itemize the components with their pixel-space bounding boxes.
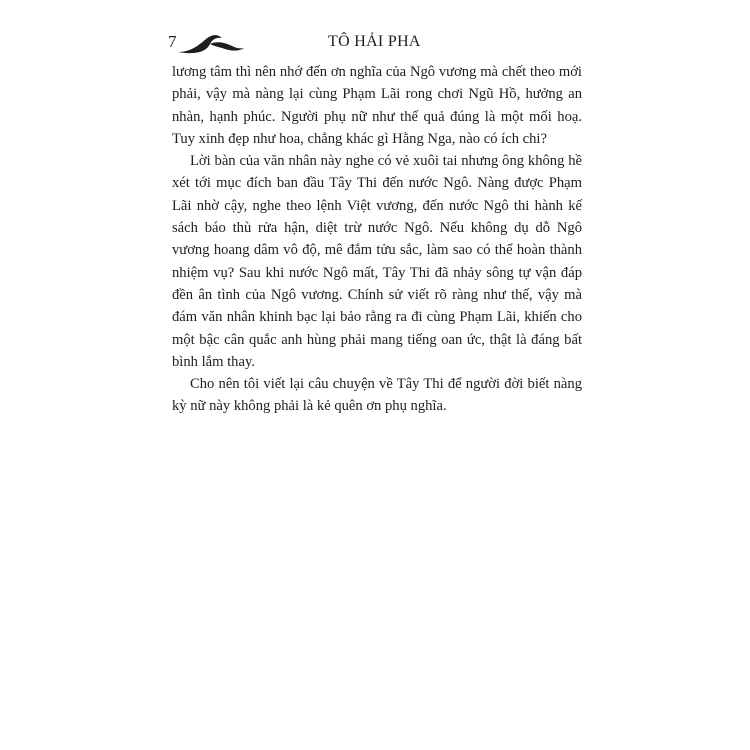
paragraph-1: lương tâm thì nên nhớ đến ơn nghĩa của Ngô vương mà chết theo mới phải, vậy mà nàng lại cùng Phạm Lãi rong chơi Ngũ Hồ, hưởng an nhàn, hạnh phúc. Người phụ nữ như thế quả đúng là một mối hoạ. Tuy xinh đẹp như hoa, chẳng khác gì Hằng Nga, nào có ích chi? [172, 64, 582, 147]
body-text [172, 61, 582, 418]
page-header [160, 28, 600, 60]
wave-flourish-icon [176, 32, 246, 56]
paragraph-3: Cho nên tôi viết lại câu chuyện về Tây Thi để người đời biết nàng kỳ nữ này không phải là kẻ quên ơn phụ nghĩa. [172, 376, 582, 415]
paragraph-2: Lời bàn của văn nhân này nghe có vẻ xuôi tai nhưng ông không hề xét tới mục đích ban đầu Tây Thi đến nước Ngô. Nàng được Phạm Lãi nhờ cậy, nghe theo lệnh Việt vương, đến nước Ngô thi hành kế sách báo thù rửa hận, diệt trừ nước Ngô. Nếu không dụ dỗ Ngô vương hoang dâm vô độ, mê đắm tửu sắc, làm sao có thể hoàn thành nhiệm vụ? Sau khi nước Ngô mất, Tây Thi đã nhảy sông tự vận đáp đền ân tình của Ngô vương. Chính sử viết rõ ràng như thế, vậy mà đám văn nhân khinh bạc lại bảo rằng ra đi cùng Phạm Lãi, khiến cho một bậc cân quắc anh hùng phải mang tiếng oan ức, thật là đáng bất bình lắm thay. [172, 153, 582, 370]
page-number: 7 [168, 32, 177, 51]
running-title: TÔ HẢI PHA [328, 33, 421, 50]
